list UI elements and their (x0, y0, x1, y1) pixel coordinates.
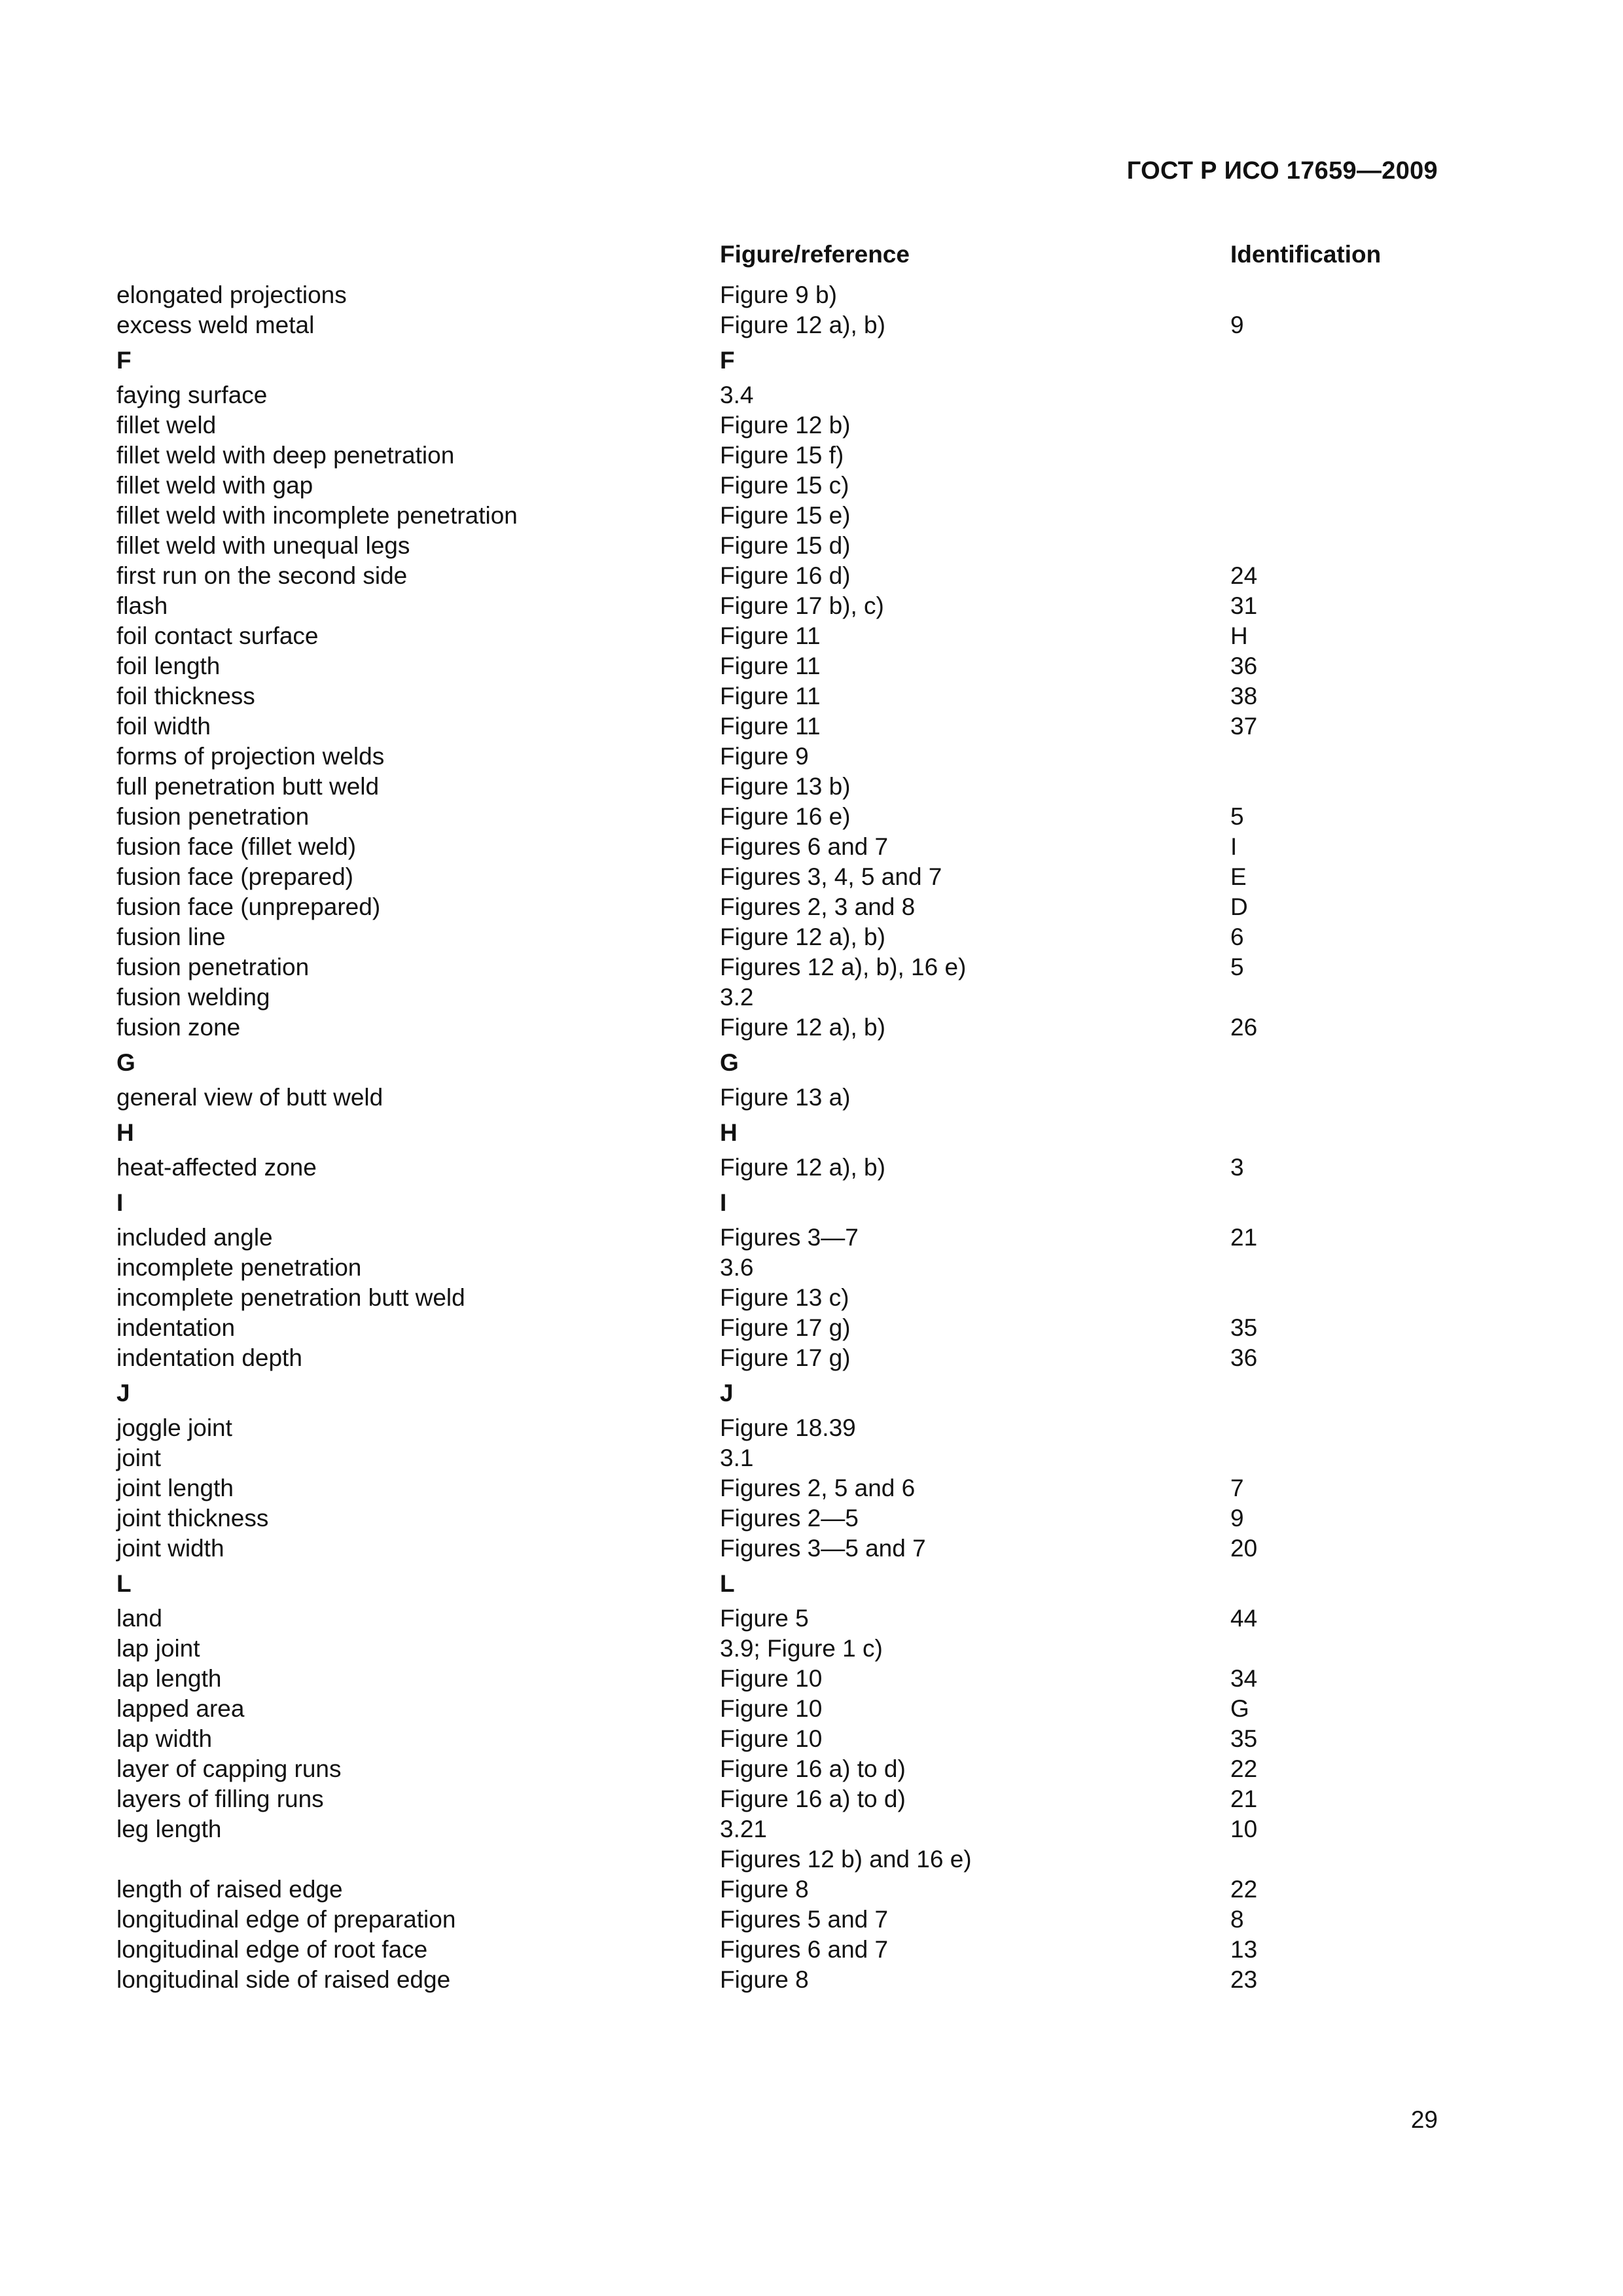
index-row (0, 1153, 1623, 1183)
index-identification: 34 (1230, 1665, 1258, 1692)
index-term: lap length (116, 1665, 222, 1692)
index-identification: 35 (1230, 1314, 1258, 1341)
index-term: forms of projection welds (116, 743, 385, 770)
index-row (0, 1965, 1623, 1995)
letter-heading: J (720, 1380, 734, 1407)
index-reference: 3.2 (720, 984, 754, 1011)
index-row (0, 621, 1623, 651)
index-identification: 5 (1230, 803, 1244, 830)
index-row (0, 1313, 1623, 1343)
index-row (0, 711, 1623, 742)
index-row (0, 772, 1623, 802)
index-identification: 31 (1230, 592, 1258, 619)
index-term: joint thickness (116, 1505, 269, 1532)
letter-heading-row (0, 1183, 1623, 1223)
index-reference: Figure 17 b), c) (720, 592, 884, 619)
index-row (0, 1754, 1623, 1784)
index-row (0, 440, 1623, 471)
index-term: elongated projections (116, 281, 347, 308)
index-identification: 26 (1230, 1014, 1258, 1041)
index-reference: Figure 9 (720, 743, 809, 770)
index-identification: 10 (1230, 1816, 1258, 1842)
index-reference: Figure 5 (720, 1605, 809, 1632)
column-header-reference: Figure/reference (720, 241, 910, 268)
index-reference: Figure 15 c) (720, 472, 849, 499)
index-row (0, 1935, 1623, 1965)
index-reference: Figures 3—7 (720, 1224, 859, 1251)
index-term: lapped area (116, 1695, 245, 1722)
index-term: longitudinal edge of root face (116, 1936, 428, 1963)
index-term: heat-affected zone (116, 1154, 317, 1181)
index-reference: Figure 16 a) to d) (720, 1755, 906, 1782)
index-identification: D (1230, 893, 1248, 920)
index-row (0, 1083, 1623, 1113)
index-reference: Figures 2—5 (720, 1505, 859, 1532)
index-row (0, 1814, 1623, 1844)
index-term: longitudinal edge of preparation (116, 1906, 456, 1933)
index-row (0, 651, 1623, 681)
index-term: leg length (116, 1816, 222, 1842)
index-reference: Figure 11 (720, 713, 821, 740)
index-reference: Figure 12 a), b) (720, 1014, 885, 1041)
index-reference: Figures 3, 4, 5 and 7 (720, 863, 942, 890)
letter-heading: G (720, 1049, 739, 1076)
index-identification: 13 (1230, 1936, 1258, 1963)
index-row (0, 471, 1623, 501)
index-identification: 24 (1230, 562, 1258, 589)
index-reference: Figure 10 (720, 1665, 823, 1692)
index-term: indentation (116, 1314, 236, 1341)
index-row (0, 561, 1623, 591)
index-identification: 3 (1230, 1154, 1244, 1181)
index-reference: Figure 12 a), b) (720, 1154, 885, 1181)
column-headers (0, 241, 1623, 271)
index-row (0, 1253, 1623, 1283)
index-row (0, 280, 1623, 310)
index-reference: Figures 6 and 7 (720, 833, 889, 860)
index-list (0, 280, 1623, 1995)
index-reference: Figure 8 (720, 1876, 809, 1903)
index-identification: 22 (1230, 1876, 1258, 1903)
index-identification: H (1230, 622, 1248, 649)
index-row (0, 531, 1623, 561)
index-identification: 9 (1230, 1505, 1244, 1532)
index-reference: Figure 17 g) (720, 1314, 851, 1341)
index-term: joggle joint (116, 1414, 232, 1441)
index-reference: Figures 2, 5 and 6 (720, 1475, 916, 1501)
index-term: layer of capping runs (116, 1755, 342, 1782)
index-identification: 8 (1230, 1906, 1244, 1933)
index-identification: 7 (1230, 1475, 1244, 1501)
index-term: foil thickness (116, 683, 255, 709)
index-term: lap joint (116, 1635, 200, 1662)
index-identification: 35 (1230, 1725, 1258, 1752)
index-term: fillet weld (116, 412, 217, 439)
letter-heading-row (0, 1564, 1623, 1604)
letter-heading-row (0, 1113, 1623, 1153)
index-term: general view of butt weld (116, 1084, 383, 1111)
letter-heading: I (720, 1189, 727, 1216)
index-reference: Figure 11 (720, 653, 821, 679)
index-reference: Figure 12 a), b) (720, 312, 885, 338)
index-row (0, 1694, 1623, 1724)
index-term: fusion face (prepared) (116, 863, 353, 890)
index-term: foil contact surface (116, 622, 319, 649)
index-identification: 44 (1230, 1605, 1258, 1632)
index-term: included angle (116, 1224, 273, 1251)
letter-heading: J (116, 1380, 130, 1407)
letter-heading: I (116, 1189, 124, 1216)
index-reference: Figure 13 c) (720, 1284, 849, 1311)
index-reference: 3.1 (720, 1444, 754, 1471)
index-row (0, 742, 1623, 772)
index-identification: 21 (1230, 1224, 1258, 1251)
index-term: foil width (116, 713, 211, 740)
index-identification: E (1230, 863, 1247, 890)
index-reference: 3.6 (720, 1254, 754, 1281)
index-reference: Figure 15 e) (720, 502, 851, 529)
index-reference: Figures 3—5 and 7 (720, 1535, 926, 1562)
index-term: foil length (116, 653, 221, 679)
index-reference: Figure 9 b) (720, 281, 837, 308)
index-row (0, 501, 1623, 531)
index-term: incomplete penetration (116, 1254, 362, 1281)
index-term: longitudinal side of raised edge (116, 1966, 451, 1993)
index-term: fusion face (unprepared) (116, 893, 381, 920)
index-reference: Figure 11 (720, 683, 821, 709)
index-term: fusion penetration (116, 954, 310, 980)
index-row (0, 1473, 1623, 1503)
index-row (0, 802, 1623, 832)
index-reference: Figures 2, 3 and 8 (720, 893, 916, 920)
index-term: layers of filling runs (116, 1785, 324, 1812)
letter-heading-row (0, 1373, 1623, 1413)
index-reference: Figure 16 a) to d) (720, 1785, 906, 1812)
index-row (0, 1283, 1623, 1313)
index-term: fusion face (fillet weld) (116, 833, 357, 860)
index-reference: Figures 5 and 7 (720, 1906, 889, 1933)
page-number: 29 (1410, 2106, 1438, 2133)
letter-heading: L (116, 1570, 132, 1597)
index-identification: 36 (1230, 653, 1258, 679)
index-reference: Figure 17 g) (720, 1344, 851, 1371)
index-term: fusion penetration (116, 803, 310, 830)
index-reference: Figures 12 b) and 16 e) (720, 1846, 972, 1873)
index-reference: Figure 13 a) (720, 1084, 851, 1111)
index-row (0, 591, 1623, 621)
index-identification: 9 (1230, 312, 1244, 338)
index-term: fusion welding (116, 984, 270, 1011)
index-row (0, 1604, 1623, 1634)
index-row (0, 1343, 1623, 1373)
index-reference: Figure 12 b) (720, 412, 851, 439)
index-reference: Figure 16 e) (720, 803, 851, 830)
index-term: land (116, 1605, 162, 1632)
index-row (0, 410, 1623, 440)
index-row (0, 892, 1623, 922)
index-identification: 5 (1230, 954, 1244, 980)
index-row (0, 982, 1623, 1013)
index-term: length of raised edge (116, 1876, 343, 1903)
column-header-identification: Identification (1230, 241, 1382, 268)
index-row (0, 1634, 1623, 1664)
index-row (0, 1223, 1623, 1253)
index-reference: 3.21 (720, 1816, 768, 1842)
index-row (0, 1443, 1623, 1473)
index-identification: I (1230, 833, 1238, 860)
index-term: fusion line (116, 924, 226, 950)
index-identification: 20 (1230, 1535, 1258, 1562)
index-row (0, 1534, 1623, 1564)
index-row (0, 1784, 1623, 1814)
index-term: full penetration butt weld (116, 773, 380, 800)
index-term: indentation depth (116, 1344, 302, 1371)
letter-heading: H (116, 1119, 134, 1146)
index-row (0, 1413, 1623, 1443)
index-reference: Figures 6 and 7 (720, 1936, 889, 1963)
index-row (0, 1874, 1623, 1905)
index-row (0, 1664, 1623, 1694)
index-identification: 21 (1230, 1785, 1258, 1812)
index-identification: 37 (1230, 713, 1258, 740)
index-term: lap width (116, 1725, 213, 1752)
index-identification: 36 (1230, 1344, 1258, 1371)
index-term: fillet weld with unequal legs (116, 532, 410, 559)
index-row (0, 380, 1623, 410)
index-term: faying surface (116, 382, 268, 408)
index-reference: 3.9; Figure 1 c) (720, 1635, 883, 1662)
index-term: fillet weld with gap (116, 472, 313, 499)
index-term: joint width (116, 1535, 224, 1562)
index-row (0, 681, 1623, 711)
index-reference: Figure 15 d) (720, 532, 851, 559)
index-row (0, 310, 1623, 340)
index-row (0, 922, 1623, 952)
letter-heading-row (0, 340, 1623, 380)
index-row (0, 1013, 1623, 1043)
letter-heading: G (116, 1049, 135, 1076)
index-identification: 6 (1230, 924, 1244, 950)
index-identification: 38 (1230, 683, 1258, 709)
index-term: fillet weld with incomplete penetration (116, 502, 518, 529)
index-reference: Figure 8 (720, 1966, 809, 1993)
index-row (0, 832, 1623, 862)
index-term: flash (116, 592, 168, 619)
index-reference: Figure 12 a), b) (720, 924, 885, 950)
index-term: incomplete penetration butt weld (116, 1284, 465, 1311)
letter-heading-row (0, 1043, 1623, 1083)
letter-heading: F (720, 347, 735, 374)
index-reference: Figures 12 a), b), 16 e) (720, 954, 967, 980)
index-identification: 22 (1230, 1755, 1258, 1782)
index-reference: Figure 11 (720, 622, 821, 649)
index-term: fillet weld with deep penetration (116, 442, 455, 469)
index-row (0, 862, 1623, 892)
index-term: joint (116, 1444, 161, 1471)
index-term: joint length (116, 1475, 234, 1501)
letter-heading: H (720, 1119, 738, 1146)
index-row (0, 952, 1623, 982)
index-reference: Figure 16 d) (720, 562, 851, 589)
document-header: ГОСТ Р ИСО 17659—2009 (1126, 157, 1438, 185)
index-term: fusion zone (116, 1014, 241, 1041)
letter-heading: F (116, 347, 132, 374)
index-term: first run on the second side (116, 562, 408, 589)
index-reference: Figure 13 b) (720, 773, 851, 800)
index-reference: Figure 10 (720, 1695, 823, 1722)
index-reference: Figure 18.39 (720, 1414, 856, 1441)
index-term: excess weld metal (116, 312, 315, 338)
index-row (0, 1503, 1623, 1534)
index-row (0, 1844, 1623, 1874)
index-reference: 3.4 (720, 382, 754, 408)
index-reference: Figure 15 f) (720, 442, 844, 469)
index-row (0, 1724, 1623, 1754)
letter-heading: L (720, 1570, 735, 1597)
index-identification: G (1230, 1695, 1249, 1722)
index-reference: Figure 10 (720, 1725, 823, 1752)
index-row (0, 1905, 1623, 1935)
index-identification: 23 (1230, 1966, 1258, 1993)
